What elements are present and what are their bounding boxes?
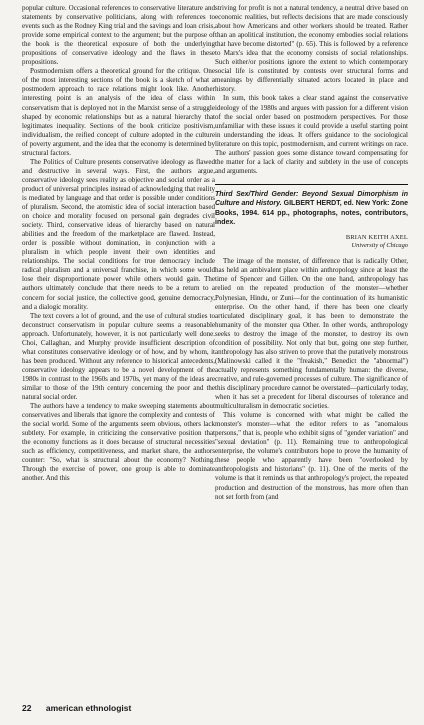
right-column (215, 4, 408, 692)
body-paragraph: The image of the monster, of difference that is radically Other, has held an ambivalent place within anthropology since at least the time of Spencer and Gillen. On the one hand, anthropology has relied on the repeated production of the monster—whether Polynesian, Hindu, or Zuni—for the continuation of its humanistic enterprise. On the other hand, if there has been one clearly articulated disciplinary goal, it has been to demonstrate the humanity of the monster qua Other. In other words, anthropology seeks to destroy the image of the monster, to destroy its own condition of possibility. Not only that but, going one step further, anthropology has also striven to prove that the putatively monstrous (Malinowski called it the "freakish," Benedict the "abnormal") actually represents something fundamentally human: the diverse, creative, and rule-governed processes of culture. The significance of this disciplinary procedure cannot be overstated—particularly today, when it has set a precedent for liberal discourses of tolerance and multiculturalism in democratic societies. (215, 257, 408, 411)
body-paragraph: This volume is concerned with what might be called the monster's monster—what the editor refers to as "anomalous persons," that is, people who exhibit signs of "gender variation" and "sexual deviation" (p. 11). Remaining true to anthropological enterprise, the volume's contributors hope to prove the humanity of these people who apparently have been "overlooked by anthropologists and historians" (p. 11). One of the merits of the volume is that it reminds us that anthropology's project, the repeated production and destruction of the monstrous, has more often than not set forth from (and (215, 411, 408, 501)
left-column (22, 4, 215, 692)
review-heading (215, 190, 408, 228)
body-paragraph: In sum, this book takes a clear stand against the conservative ideology of the 1980s and argues with passion for a different vision of the social order based on postmodern perspectives. For those unfamiliar with these issues it could provide a useful starting point in understanding the ideas. It offers guidance to the sociological literature on this topic, postmodernism, and current writings on race. The authors' passion goes some distance toward compensating for the matter for a lack of clarity and subtlety in the use of concepts and arguments. (215, 94, 408, 175)
reviewer-affiliation: University of Chicago (351, 241, 408, 249)
page-number: 22 (22, 703, 32, 713)
section-divider (215, 184, 408, 185)
journal-name: american ethnologist (45, 703, 132, 713)
body-paragraph: The authors have a tendency to make sweeping statements about conservatives and liberals that ignore the complexity and contests of the social world. Some of the arguments seem obvious, others lack subtlety. For example, in criticizing the conservative position that the economy functions as it does because of structural necessities such as efficiency, competitiveness, and market share, the authors counter: "So, what is structural about the economy? Nothing. Through the exercise of power, one group is able to dominate another. And this (22, 402, 215, 483)
body-paragraph: The text covers a lot of ground, and the use of cultural studies to deconstruct conservatism in popular culture seems a reasonable approach. Unfortunately, however, it is not particularly well done. Choi, Callaghan, and Murphy provide insufficient description of what constitutes conservative ideology or of how, and by whom, it has been produced. Without any reference to historical antecedents, conservative ideology appears to be a novel development of the 1980s in contrast to the 1960s and 1970s, yet many of the ideas are similar to those of the 19th century concerning the poor and the natural social order. (22, 311, 215, 402)
body-paragraph: The Politics of Culture presents conservative ideology as flawed and destructive in several ways. First, the authors argue, conservative ideology sees reality as objective and social order as a product of universal principles instead of acknowledging that reality is mediated by language and that order is possible under conditions of pluralism. Second, the atomistic idea of social interaction based on choice and morality focused on personal gain degrades civil society. Third, conservative ideas of hierarchy based on natural abilities and the freedom of the marketplace are flawed. Instead, order is possible without domination, in conjunction with a pluralism in which people invent their own identities and relationships. The social conditions for true democracy include radical pluralism and a universal franchise, in which some would lose their disproportionate power while others would gain. The authors ultimately conclude that there needs to be a return to a concern for social justice, the collective good, genuine democracy, and a dialogic morality. (22, 157, 215, 311)
body-paragraph: striving for profit is not a natural tendency, a neutral drive based on economic realities, but reflects decisions that are made consciously about how Americans and other workers should be treated. Rather than an apolitical institution, the economy embodies social relations that have become distorted" (p. 65). This is followed by a reference to Marx's idea that the economy consists of social relationships. Such either/or positions ignore the extent to which contemporary social life is constituted by contests over structural forms and meanings by differentially situated actors located in place and history. (215, 4, 408, 94)
page-footer (22, 703, 131, 713)
body-paragraph: popular culture. Occasional references to conservative literature and statements by conservative politicians, along with references to events such as the Rodney King trial and the savings and loan crisis, provide some empirical context to the argument; but the purpose of the book is the theoretical exposure of both the underlying propositions of conservative ideology and the flaws in these propositions. (22, 4, 215, 67)
reviewer-byline (215, 234, 408, 251)
review-book-details: GILBERT HERDT, ed. New York: Zone Books, 1994. 614 pp., photographs, notes, contributors, index. (215, 200, 408, 227)
review-book-title: Third Sex/Third Gender: Beyond Sexual Dimorphism in Culture and History. (215, 190, 408, 208)
reviewer-name: BRIAN KEITH AXEL (345, 233, 408, 241)
body-paragraph: Postmodernism offers a theoretical ground for the critique. One of the most interesting sections of the book is a sketch of what a postmodern approach to race relations might look like. Another interesting point is an analysis of the idea of class within conservatism that is deployed not in the Marxist sense of a struggle shaped by economic relationships but as a natural hierarchy that legitimates inequality. Sections of the book criticize positivism, individualism, the reified concept of culture adopted in the culture of poverty argument, and the idea that the economy is determined by structural factors. (22, 67, 215, 157)
